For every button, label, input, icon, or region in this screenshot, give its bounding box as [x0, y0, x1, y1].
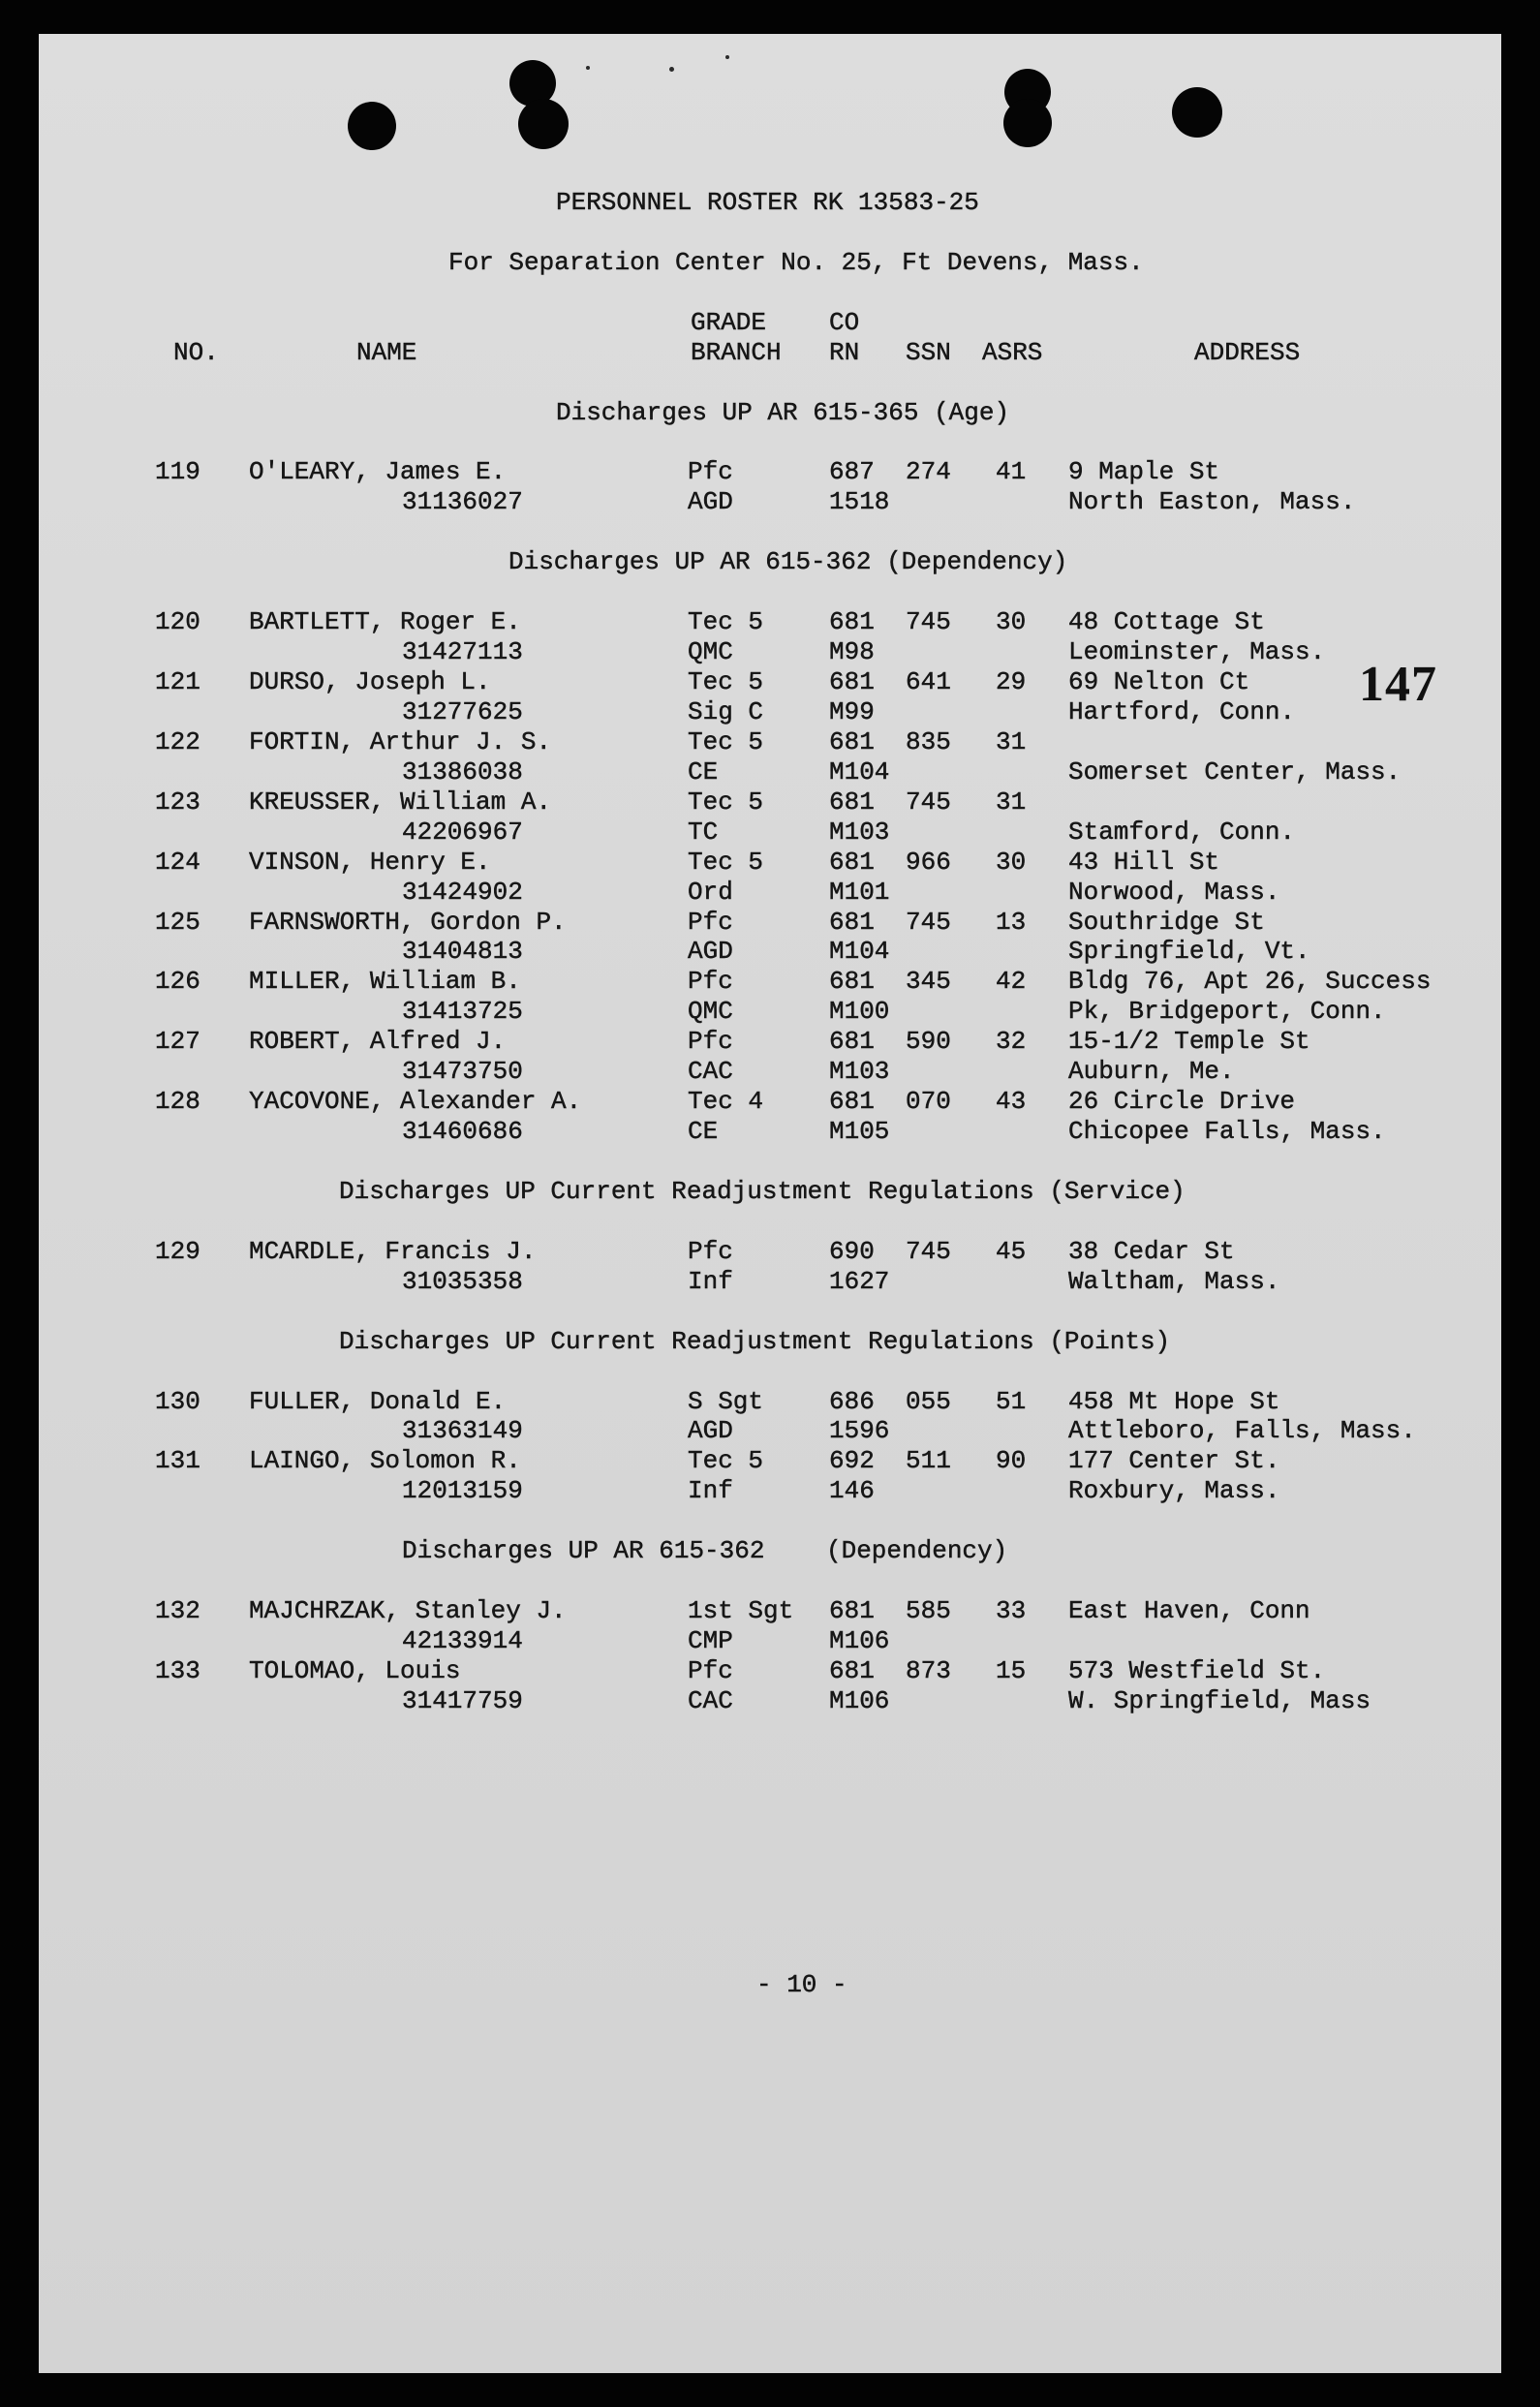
entry-line-2 [0, 1117, 1540, 1147]
entry-name: MCARDLE, Francis J. [249, 1236, 537, 1266]
entry-number: 131 [155, 1446, 200, 1476]
entry-name: TOLOMAO, Louis [249, 1655, 461, 1685]
entry-rn: 146 [829, 1476, 875, 1506]
entry-branch: Ord [688, 877, 733, 907]
entry-asrs: 30 [996, 607, 1027, 637]
entry-branch: AGD [688, 937, 733, 967]
entry-name: BARTLETT, Roger E. [249, 607, 521, 637]
section-qualifier: (Age) [934, 397, 1010, 427]
subtitle-line [0, 248, 1540, 278]
section-heading-group [508, 547, 1067, 577]
entry-rn: M99 [829, 696, 875, 726]
entry-grade: Pfc [688, 907, 733, 937]
blank-line [0, 1147, 1540, 1177]
entry-line-2 [0, 878, 1540, 908]
entry-rn: M101 [829, 877, 890, 907]
entry-line-1 [0, 607, 1540, 637]
section-heading-group [339, 1177, 1186, 1207]
entry-rn: M106 [829, 1685, 890, 1715]
entry-asrs: 42 [996, 967, 1027, 997]
section-heading [0, 398, 1540, 428]
column-header-row-2 [0, 338, 1540, 368]
section-heading [0, 1177, 1540, 1207]
entry-co: 681 [829, 667, 875, 696]
blank-line [0, 1207, 1540, 1237]
entry-line-2 [0, 1057, 1540, 1087]
entry-name: MAJCHRZAK, Stanley J. [249, 1596, 567, 1626]
entry-address-line1: East Haven, Conn [1068, 1596, 1310, 1626]
blank-line [0, 1357, 1540, 1387]
entry-ssn: 641 [906, 667, 951, 696]
entry-line-2 [0, 818, 1540, 848]
entry-serial-number: 31404813 [402, 937, 523, 967]
entry-serial-number: 31386038 [402, 756, 523, 787]
entry-number: 120 [155, 607, 200, 637]
entry-name: FARNSWORTH, Gordon P. [249, 907, 567, 937]
entry-address-line1: 9 Maple St [1068, 457, 1220, 487]
section-heading-group [556, 398, 1009, 428]
roster-entry [0, 967, 1540, 1027]
section-heading-text: Discharges UP AR 615-365 [556, 397, 919, 427]
blank-line [0, 1566, 1540, 1596]
entry-line-2 [0, 487, 1540, 517]
entry-asrs: 15 [996, 1655, 1027, 1685]
roster-entry [0, 1027, 1540, 1087]
entry-address-line2: Chicopee Falls, Mass. [1068, 1117, 1386, 1147]
entry-rn: M98 [829, 637, 875, 667]
entry-number: 125 [155, 907, 200, 937]
entry-number: 127 [155, 1027, 200, 1057]
entry-address-line1: Bldg 76, Apt 26, Success [1068, 967, 1432, 997]
entry-rn: M105 [829, 1117, 890, 1147]
entry-name: DURSO, Joseph L. [249, 667, 491, 696]
entry-co: 681 [829, 1596, 875, 1626]
roster-entry [0, 1237, 1540, 1297]
entry-address-line2: Somerset Center, Mass. [1068, 756, 1401, 787]
entry-address-line1: 177 Center St. [1068, 1446, 1280, 1476]
section-qualifier: (Points) [1049, 1326, 1171, 1356]
blank-line [0, 1506, 1540, 1536]
entry-grade: Tec 5 [688, 667, 764, 696]
entry-serial-number: 31427113 [402, 637, 523, 667]
entry-rn: 1518 [829, 487, 890, 517]
entry-name: KREUSSER, William A. [249, 787, 552, 817]
scan-speck [725, 55, 729, 59]
entry-serial-number: 31473750 [402, 1057, 523, 1087]
entry-grade: Pfc [688, 967, 733, 997]
page-number: - 10 - [756, 1970, 847, 1999]
blank-line [0, 517, 1540, 547]
title-line [0, 188, 1540, 218]
entry-serial-number: 42206967 [402, 817, 523, 847]
entry-address-line1: 573 Westfield St. [1068, 1655, 1326, 1685]
roster-sections [0, 368, 1540, 1716]
entry-line-1 [0, 1237, 1540, 1267]
entry-name: LAINGO, Solomon R. [249, 1446, 521, 1476]
entry-ssn: 070 [906, 1087, 951, 1117]
entry-name: ROBERT, Alfred J. [249, 1027, 507, 1057]
roster-entry [0, 727, 1540, 787]
entry-rn: M100 [829, 997, 890, 1027]
entry-co: 681 [829, 1027, 875, 1057]
column-header-grade: GRADE [691, 307, 767, 337]
entry-number: 130 [155, 1386, 200, 1416]
entry-line-2 [0, 997, 1540, 1027]
entry-rn: M103 [829, 817, 890, 847]
entry-serial-number: 31277625 [402, 696, 523, 726]
entry-address-line2: Norwood, Mass. [1068, 877, 1280, 907]
entry-asrs: 30 [996, 847, 1027, 877]
entry-branch: TC [688, 817, 719, 847]
entry-branch: QMC [688, 997, 733, 1027]
entry-asrs: 13 [996, 907, 1027, 937]
entry-rn: M104 [829, 756, 890, 787]
entry-co: 681 [829, 1087, 875, 1117]
entry-line-2 [0, 757, 1540, 787]
entry-address-line2: Hartford, Conn. [1068, 696, 1296, 726]
entry-asrs: 45 [996, 1236, 1027, 1266]
stamp-number: 147 [1359, 657, 1437, 712]
entry-asrs: 33 [996, 1596, 1027, 1626]
entry-line-2 [0, 1626, 1540, 1656]
entry-address-line2: Pk, Bridgeport, Conn. [1068, 997, 1386, 1027]
entry-grade: 1st Sgt [688, 1596, 794, 1626]
entry-address-line1: 26 Circle Drive [1068, 1087, 1296, 1117]
column-header-asrs: ASRS [982, 337, 1043, 367]
entry-branch: CAC [688, 1685, 733, 1715]
entry-co: 681 [829, 907, 875, 937]
entry-branch: QMC [688, 637, 733, 667]
section-heading [0, 547, 1540, 577]
entry-branch: CE [688, 1117, 719, 1147]
entry-line-1 [0, 1656, 1540, 1686]
entry-line-2 [0, 1476, 1540, 1506]
entry-number: 132 [155, 1596, 200, 1626]
entry-name: MILLER, William B. [249, 967, 521, 997]
entry-ssn: 511 [906, 1446, 951, 1476]
column-header-rn: RN [829, 337, 860, 367]
entry-line-1 [0, 1596, 1540, 1626]
section-heading-group [402, 1536, 764, 1566]
roster-entry [0, 787, 1540, 848]
entry-address-line2: Auburn, Me. [1068, 1057, 1235, 1087]
entry-address-line2: Stamford, Conn. [1068, 817, 1296, 847]
entry-line-1 [0, 1027, 1540, 1057]
entry-grade: Tec 5 [688, 847, 764, 877]
entry-branch: AGD [688, 1416, 733, 1446]
entry-co: 690 [829, 1236, 875, 1266]
entry-name: VINSON, Henry E. [249, 847, 491, 877]
entry-ssn: 835 [906, 726, 951, 756]
section-heading-text: Discharges UP AR 615-362 [508, 547, 872, 577]
roster-entry [0, 607, 1540, 667]
entry-co: 681 [829, 726, 875, 756]
entry-address-line1: 69 Nelton Ct [1068, 667, 1250, 696]
roster-entry [0, 667, 1540, 727]
entry-asrs: 90 [996, 1446, 1027, 1476]
entry-address-line2: Springfield, Vt. [1068, 937, 1310, 967]
entry-grade: Tec 5 [688, 787, 764, 817]
entry-branch: Inf [688, 1476, 733, 1506]
entry-line-1 [0, 908, 1540, 938]
entry-line-2 [0, 637, 1540, 667]
entry-line-1 [0, 1387, 1540, 1417]
entry-branch: CAC [688, 1057, 733, 1087]
entry-line-2 [0, 1416, 1540, 1446]
entry-branch: Sig C [688, 696, 764, 726]
punch-hole [348, 102, 396, 150]
entry-name: O'LEARY, James E. [249, 457, 507, 487]
entry-line-2 [0, 697, 1540, 727]
entry-asrs: 43 [996, 1087, 1027, 1117]
entry-rn: M103 [829, 1057, 890, 1087]
entry-serial-number: 12013159 [402, 1476, 523, 1506]
blank-line [0, 368, 1540, 398]
roster-entry [0, 457, 1540, 517]
entry-asrs: 32 [996, 1027, 1027, 1057]
entry-number: 129 [155, 1236, 200, 1266]
entry-serial-number: 31424902 [402, 877, 523, 907]
section-qualifier: (Dependency) [826, 1536, 1008, 1566]
roster-entry [0, 1656, 1540, 1716]
entry-address-line2: North Easton, Mass. [1068, 487, 1356, 517]
roster-document [0, 188, 1540, 1716]
entry-line-1 [0, 967, 1540, 997]
entry-co: 692 [829, 1446, 875, 1476]
blank-line [0, 278, 1540, 308]
punch-hole [518, 99, 569, 149]
entry-branch: CMP [688, 1626, 733, 1655]
column-header-name: NAME [356, 337, 417, 367]
entry-number: 128 [155, 1087, 200, 1117]
blank-line [0, 577, 1540, 607]
entry-serial-number: 31413725 [402, 997, 523, 1027]
entry-co: 687 [829, 457, 875, 487]
roster-entry [0, 1596, 1540, 1656]
section-heading [0, 1536, 1540, 1566]
entry-address-line2: Roxbury, Mass. [1068, 1476, 1280, 1506]
section-heading-group [339, 1327, 1170, 1357]
entry-rn: 1596 [829, 1416, 890, 1446]
entry-number: 123 [155, 787, 200, 817]
roster-entry [0, 1387, 1540, 1447]
section-heading-text: Discharges UP AR 615-362 [402, 1536, 765, 1566]
entry-rn: M106 [829, 1626, 890, 1655]
punch-hole [1003, 99, 1052, 147]
punch-hole [1172, 87, 1222, 138]
entry-ssn: 873 [906, 1655, 951, 1685]
entry-ssn: 274 [906, 457, 951, 487]
entry-ssn: 585 [906, 1596, 951, 1626]
entry-number: 119 [155, 457, 200, 487]
column-header-ssn: SSN [906, 337, 951, 367]
entry-address-line1: 38 Cedar St [1068, 1236, 1235, 1266]
entry-line-1 [0, 1446, 1540, 1476]
entry-grade: Pfc [688, 1655, 733, 1685]
entry-rn: 1627 [829, 1266, 890, 1296]
entry-line-1 [0, 787, 1540, 818]
column-header-branch: BRANCH [691, 337, 782, 367]
entry-name: FORTIN, Arthur J. S. [249, 726, 552, 756]
column-header-row-1 [0, 308, 1540, 338]
entry-line-2 [0, 937, 1540, 967]
entry-asrs: 41 [996, 457, 1027, 487]
entry-address-line1: 15-1/2 Temple St [1068, 1027, 1310, 1057]
roster-entry [0, 1087, 1540, 1147]
section-heading-text: Discharges UP Current Readjustment Regulations [339, 1326, 1034, 1356]
entry-line-1 [0, 457, 1540, 487]
entry-serial-number: 31136027 [402, 487, 523, 517]
entry-line-2 [0, 1267, 1540, 1297]
entry-grade: Tec 5 [688, 726, 764, 756]
entry-grade: Tec 4 [688, 1087, 764, 1117]
entry-ssn: 055 [906, 1386, 951, 1416]
entry-address-line1: Southridge St [1068, 907, 1265, 937]
entry-line-1 [0, 667, 1540, 697]
entry-grade: S Sgt [688, 1386, 764, 1416]
entry-name: YACOVONE, Alexander A. [249, 1087, 582, 1117]
roster-title: PERSONNEL ROSTER RK 13583-25 [556, 188, 979, 217]
section-heading [0, 1327, 1540, 1357]
blank-line [0, 1297, 1540, 1327]
entry-co: 681 [829, 607, 875, 637]
entry-asrs: 29 [996, 667, 1027, 696]
blank-line [0, 218, 1540, 248]
entry-number: 126 [155, 967, 200, 997]
roster-entry [0, 908, 1540, 968]
entry-grade: Pfc [688, 457, 733, 487]
entry-serial-number: 31460686 [402, 1117, 523, 1147]
scan-speck [669, 67, 674, 72]
column-header-co: CO [829, 307, 860, 337]
entry-co: 686 [829, 1386, 875, 1416]
entry-asrs: 31 [996, 787, 1027, 817]
entry-serial-number: 31035358 [402, 1266, 523, 1296]
entry-number: 133 [155, 1655, 200, 1685]
entry-ssn: 745 [906, 907, 951, 937]
entry-asrs: 51 [996, 1386, 1027, 1416]
entry-branch: Inf [688, 1266, 733, 1296]
entry-address-line2: Waltham, Mass. [1068, 1266, 1280, 1296]
entry-co: 681 [829, 847, 875, 877]
entry-line-1 [0, 1087, 1540, 1117]
entry-serial-number: 31363149 [402, 1416, 523, 1446]
entry-ssn: 590 [906, 1027, 951, 1057]
blank-line [0, 428, 1540, 458]
entry-line-1 [0, 848, 1540, 878]
entry-branch: CE [688, 756, 719, 787]
entry-grade: Tec 5 [688, 607, 764, 637]
entry-address-line1: 43 Hill St [1068, 847, 1220, 877]
entry-asrs: 31 [996, 726, 1027, 756]
entry-branch: AGD [688, 487, 733, 517]
entry-co: 681 [829, 1655, 875, 1685]
entry-address-line2: Attleboro, Falls, Mass. [1068, 1416, 1416, 1446]
entry-ssn: 345 [906, 967, 951, 997]
entry-grade: Pfc [688, 1027, 733, 1057]
entry-line-2 [0, 1686, 1540, 1716]
entry-number: 122 [155, 726, 200, 756]
section-qualifier: (Service) [1049, 1176, 1186, 1206]
entry-number: 121 [155, 667, 200, 696]
roster-entry [0, 1446, 1540, 1506]
entry-serial-number: 42133914 [402, 1626, 523, 1655]
entry-ssn: 745 [906, 1236, 951, 1266]
entry-grade: Tec 5 [688, 1446, 764, 1476]
entry-address-line1: 458 Mt Hope St [1068, 1386, 1280, 1416]
entry-co: 681 [829, 967, 875, 997]
roster-entry [0, 848, 1540, 908]
entry-serial-number: 31417759 [402, 1685, 523, 1715]
entry-grade: Pfc [688, 1236, 733, 1266]
column-header-no: NO. [173, 337, 219, 367]
entry-address-line2: Leominster, Mass. [1068, 637, 1326, 667]
section-heading-text: Discharges UP Current Readjustment Regulations [339, 1176, 1034, 1206]
entry-rn: M104 [829, 937, 890, 967]
column-header-address: ADDRESS [1194, 337, 1301, 367]
entry-ssn: 745 [906, 787, 951, 817]
scan-speck [586, 66, 590, 70]
entry-address-line2: W. Springfield, Mass [1068, 1685, 1371, 1715]
entry-number: 124 [155, 847, 200, 877]
entry-line-1 [0, 727, 1540, 757]
entry-ssn: 966 [906, 847, 951, 877]
roster-subtitle: For Separation Center No. 25, Ft Devens, Mass. [448, 247, 1144, 277]
entry-ssn: 745 [906, 607, 951, 637]
entry-address-line1: 48 Cottage St [1068, 607, 1265, 637]
entry-co: 681 [829, 787, 875, 817]
section-qualifier: (Dependency) [886, 547, 1068, 577]
entry-name: FULLER, Donald E. [249, 1386, 507, 1416]
